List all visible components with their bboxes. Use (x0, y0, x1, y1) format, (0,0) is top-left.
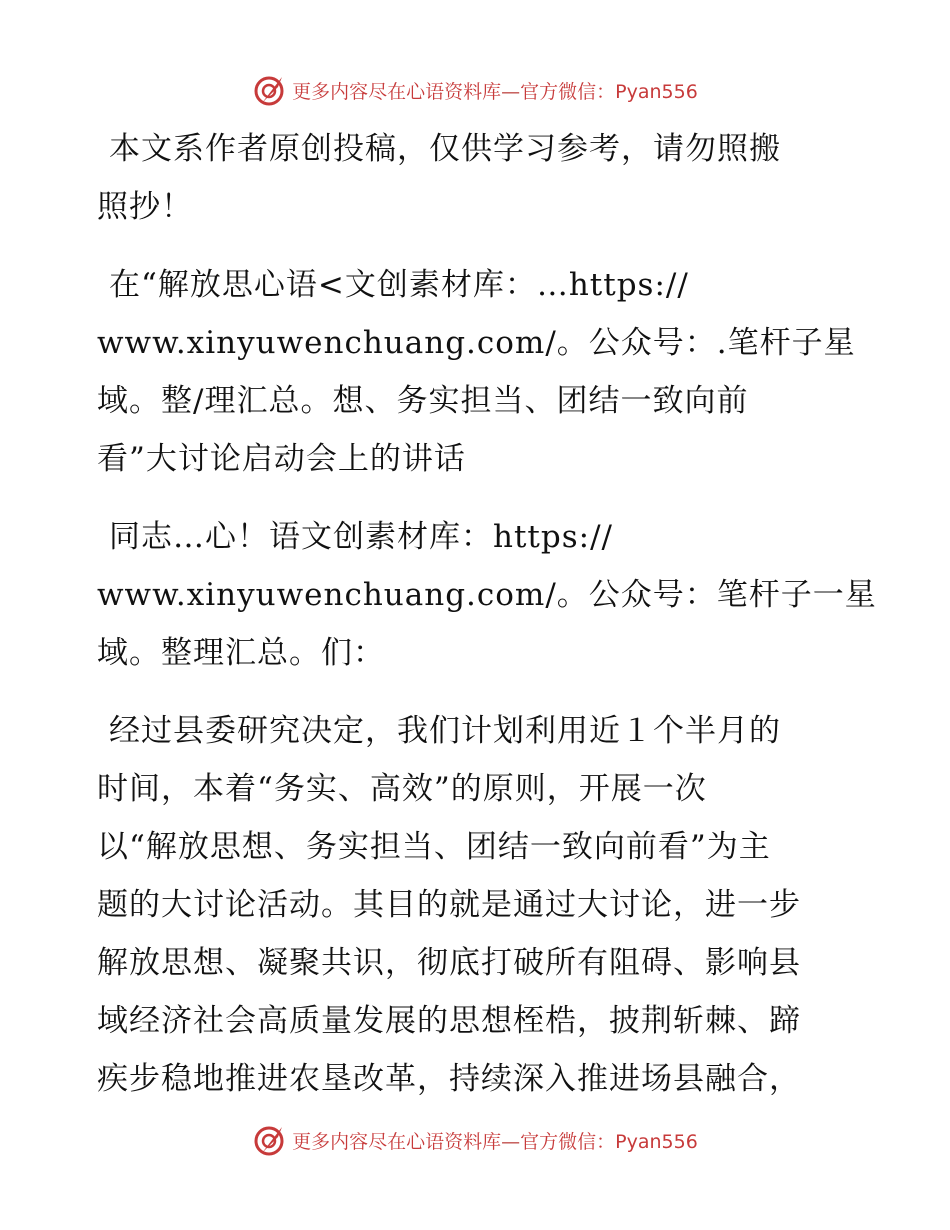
quill-logo-icon (252, 73, 286, 107)
header-banner-dash: — (501, 80, 521, 103)
text-line: 同志…心！语文创素材库：https:// (109, 519, 613, 555)
footer-banner-suffix: 官方微信：Pyan556 (520, 1130, 698, 1153)
text-line: 看”大讨论启动会上的讲话 (97, 441, 466, 477)
header-watermark-banner (0, 70, 950, 110)
footer-watermark-banner (0, 1120, 950, 1160)
quill-logo-icon (252, 1123, 286, 1157)
text-line: 域。整/理汇总。想、务实担当、团结一致向前 (97, 383, 749, 419)
text-line: 题的大讨论活动。其目的就是通过大讨论，进一步 (97, 887, 801, 923)
paragraph-body (97, 702, 857, 1108)
text-line: 经过县委研究决定，我们计划利用近１个半月的 (109, 713, 781, 749)
paragraph-disclaimer (97, 120, 857, 236)
text-line: 以“解放思想、务实担当、团结一致向前看”为主 (97, 829, 771, 865)
text-line: 照抄！ (97, 189, 193, 225)
header-banner-suffix: 官方微信：Pyan556 (520, 80, 698, 103)
header-banner-main: 更多内容尽在心语资料库 (292, 80, 502, 103)
document-body (97, 120, 877, 1128)
text-line: 域。整理汇总。们： (97, 635, 385, 671)
text-line: 本文系作者原创投稿，仅供学习参考，请勿照搬 (109, 131, 781, 167)
footer-banner-text (292, 1127, 698, 1154)
text-line: 解放思想、凝聚共识，彻底打破所有阻碍、影响县 (97, 945, 801, 981)
footer-banner-main: 更多内容尽在心语资料库 (292, 1130, 502, 1153)
text-line: www.xinyuwenchuang.com/。公众号：笔杆子一星 (97, 577, 877, 613)
paragraph-title (97, 256, 857, 488)
text-line: 时间，本着“务实、高效”的原则，开展一次 (97, 771, 707, 807)
text-line: www.xinyuwenchuang.com/。公众号：.笔杆子星 (97, 325, 856, 361)
text-line: 域经济社会高质量发展的思想桎梏，披荆斩棘、蹄 (97, 1003, 801, 1039)
paragraph-salutation (97, 508, 877, 682)
text-line: 在“解放思心语<文创素材库：…https:// (109, 267, 689, 303)
footer-banner-dash: — (501, 1130, 521, 1153)
text-line: 疾步稳地推进农垦改革，持续深入推进场县融合， (97, 1061, 801, 1097)
header-banner-text (292, 77, 698, 104)
